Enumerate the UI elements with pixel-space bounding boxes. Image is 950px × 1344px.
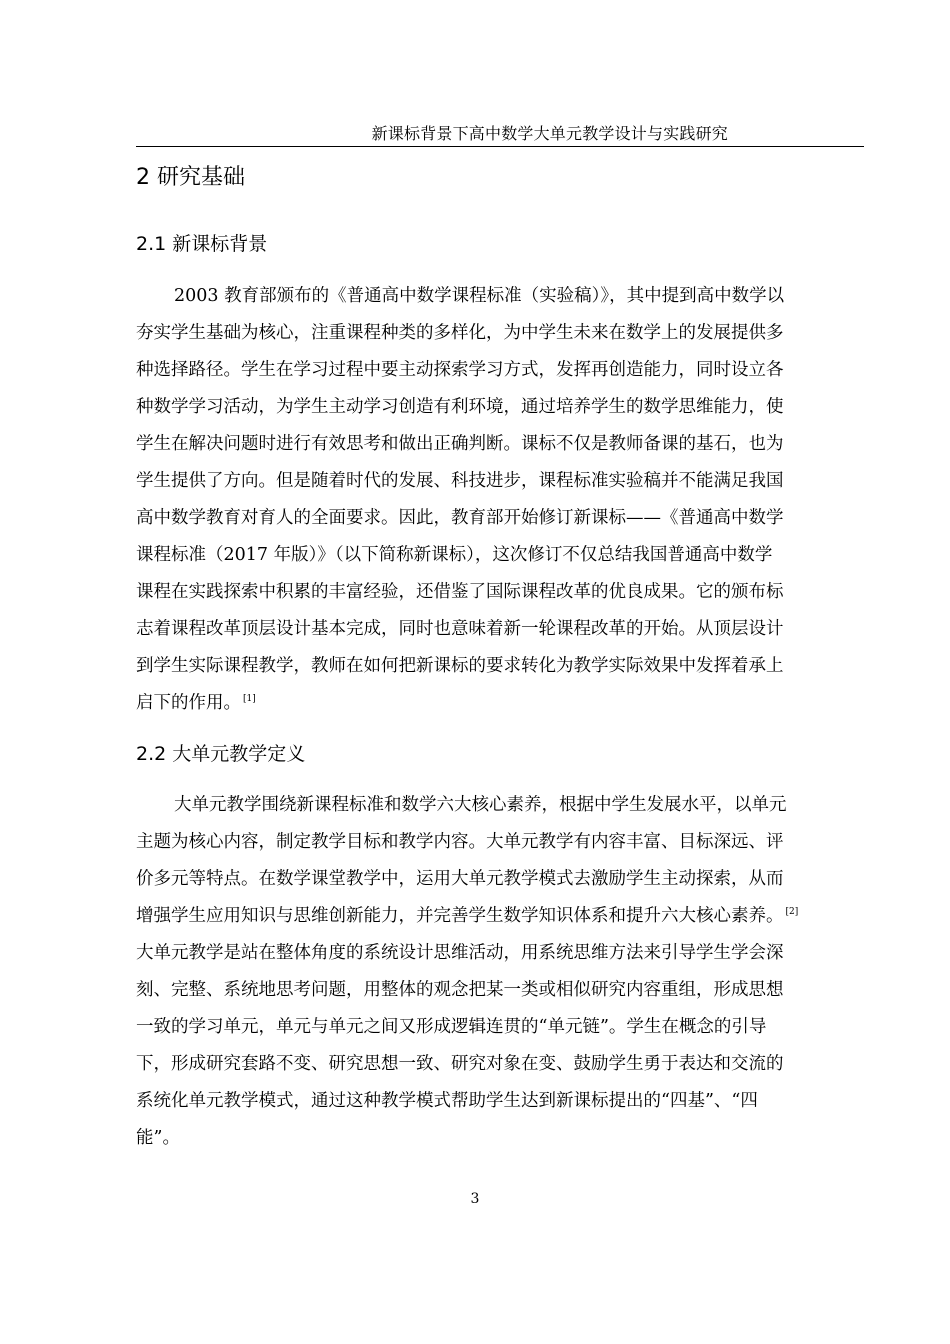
chapter-title: 2 研究基础: [136, 165, 245, 190]
text-line: 大单元教学围绕新课程标准和数学六大核心素养，根据中学生发展水平，以单元: [174, 795, 787, 815]
text-line: 价多元等特点。在数学课堂教学中，运用大单元教学模式去激励学生主动探索，从而: [136, 869, 784, 889]
section-title-2-1: 2.1 新课标背景: [136, 233, 268, 255]
text-line: 夯实学生基础为核心，注重课程种类的多样化，为中学生未来在数学上的发展提供多: [136, 323, 784, 343]
text-line: 刻、完整、系统地思考问题，用整体的观念把某一类或相似研究内容重组，形成思想: [136, 980, 784, 1000]
text-line: 能”。: [136, 1128, 180, 1148]
text-line-content: 增强学生应用知识与思维创新能力，并完善学生数学知识体系和提升六大核心素养。: [136, 906, 784, 926]
text-line: 系统化单元教学模式，通过这种教学模式帮助学生达到新课标提出的“四基”、“四: [136, 1091, 758, 1111]
citation-marker: [1]: [243, 694, 256, 704]
text-line: 下，形成研究套路不变、研究思想一致、研究对象在变、鼓励学生勇于表达和交流的: [136, 1054, 784, 1074]
text-line-with-citation: [136, 685, 850, 722]
citation-marker: [2]: [785, 907, 799, 917]
text-line: 志着课程改革顶层设计基本完成，同时也意味着新一轮课程改革的开始。从顶层设计: [136, 619, 784, 639]
text-line-content: 启下的作用。: [136, 693, 241, 713]
section-title-2-2: 2.2 大单元教学定义: [136, 743, 306, 765]
running-header-title: 新课标背景下高中数学大单元教学设计与实践研究: [371, 124, 728, 143]
text-line: 到学生实际课程教学，教师在如何把新课标的要求转化为教学实际效果中发挥着承上: [136, 656, 784, 676]
text-line: 课程标准（2017 年版）》（以下简称新课标），这次修订不仅总结我国普通高中数学: [136, 545, 773, 565]
text-line: 主题为核心内容，制定教学目标和教学内容。大单元教学有内容丰富、目标深远、评: [136, 832, 784, 852]
text-line: 高中数学教育对育人的全面要求。因此，教育部开始修订新课标——《普通高中数学: [136, 508, 784, 528]
text-line: 一致的学习单元，单元与单元之间又形成逻辑连贯的“单元链”。学生在概念的引导: [136, 1017, 767, 1037]
paragraph-new-curriculum-background: [136, 278, 850, 722]
text-line: 种数学学习活动，为学生主动学习创造有利环境，通过培养学生的数学思维能力，使: [136, 397, 784, 417]
text-line: 2003 教育部颁布的《普通高中数学课程标准（实验稿）》，其中提到高中数学以: [174, 286, 785, 306]
text-line: 学生提供了方向。但是随着时代的发展、科技进步，课程标准实验稿并不能满足我国: [136, 471, 784, 491]
text-line: 学生在解决问题时进行有效思考和做出正确判断。课标不仅是教师备课的基石，也为: [136, 434, 784, 454]
text-line: 种选择路径。学生在学习过程中要主动探索学习方式，发挥再创造能力，同时设立各: [136, 360, 784, 380]
page-number: 3: [470, 1191, 480, 1207]
text-line: 大单元教学是站在整体角度的系统设计思维活动，用系统思维方法来引导学生学会深: [136, 943, 784, 963]
text-line-with-citation: [136, 898, 850, 935]
running-header: [136, 119, 864, 147]
text-line: 课程在实践探索中积累的丰富经验，还借鉴了国际课程改革的优良成果。它的颁布标: [136, 582, 784, 602]
paragraph-big-unit-teaching-definition: [136, 787, 850, 1157]
